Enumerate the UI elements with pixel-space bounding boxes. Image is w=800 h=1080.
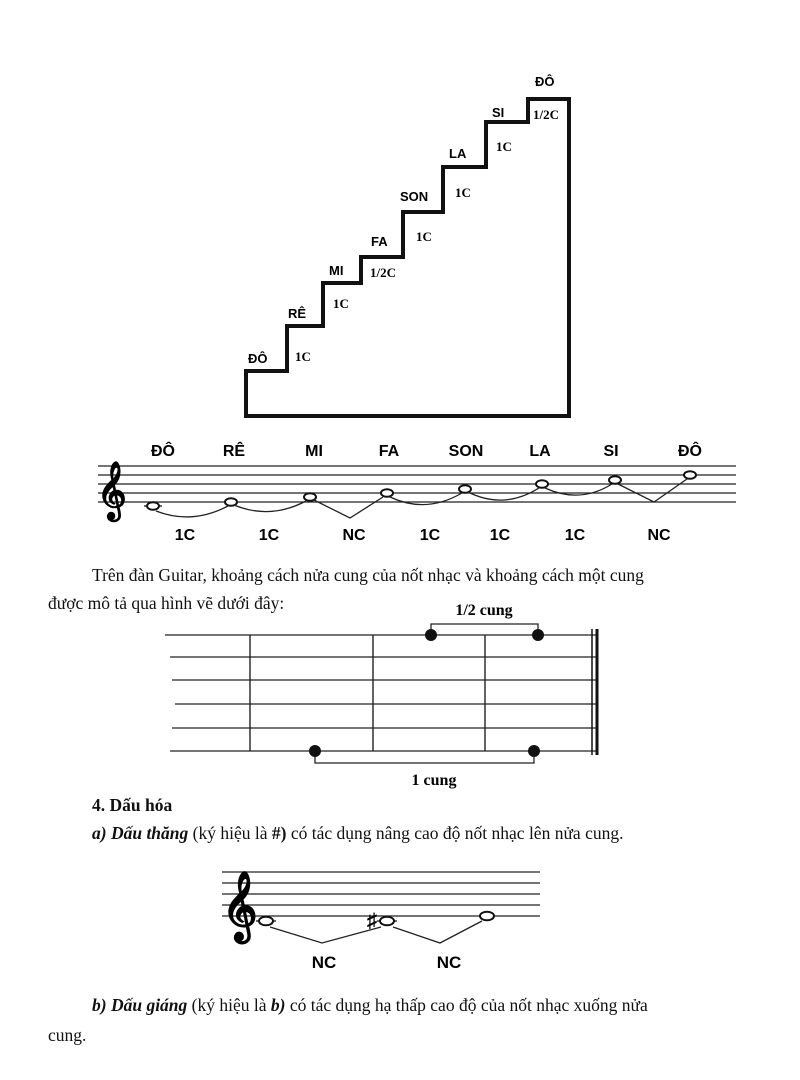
step-interval-5: 1C xyxy=(455,185,471,200)
flat-paragraph-line-1 xyxy=(92,991,742,1019)
note-c-sharp xyxy=(380,917,394,926)
sharp-text-2: có tác dụng nâng cao độ nốt nhạc lên nửa cung. xyxy=(286,823,624,843)
step-interval-2: 1C xyxy=(333,296,349,311)
step-note-5: SON xyxy=(400,189,429,204)
scale-interval-4: 1C xyxy=(419,527,441,544)
flat-text-2: có tác dụng hạ thấp cao độ của nốt nhạc xuống nửa xyxy=(285,995,648,1015)
whole-step-bracket xyxy=(315,753,534,763)
sharp-title: a) Dấu thăng xyxy=(92,823,189,843)
scale-note-7: SI xyxy=(603,443,619,460)
scale-interval-5: 1C xyxy=(489,527,511,544)
guitar-paragraph-line-2: được mô tả qua hình vẽ dưới đây: xyxy=(48,593,285,613)
step-note-2: RÊ xyxy=(288,306,307,321)
scale-note-3: MI xyxy=(305,443,323,460)
step-note-4: FA xyxy=(371,234,388,249)
note-c xyxy=(259,917,273,926)
whole-step-dot-2 xyxy=(528,745,540,757)
whole-step-label: 1 cung xyxy=(411,772,457,789)
fretboard-nut xyxy=(592,629,597,755)
scale-note-6: LA xyxy=(529,443,551,460)
scale-interval-2: 1C xyxy=(258,527,280,544)
note-do-high xyxy=(684,471,696,479)
sharp-paragraph xyxy=(92,819,623,847)
scale-interval-6: 1C xyxy=(564,527,586,544)
scale-note-8: ĐÔ xyxy=(678,443,702,460)
sharp-staff-lines xyxy=(222,872,540,916)
scale-note-4: FA xyxy=(378,443,400,460)
sharp-text-1: (ký hiệu là xyxy=(188,823,272,843)
step-interval-7: 1/2C xyxy=(533,107,559,122)
whole-step-dot-1 xyxy=(309,745,321,757)
sharp-example-staff xyxy=(0,855,800,980)
half-step-bracket xyxy=(431,624,538,633)
step-interval-1: 1C xyxy=(295,349,311,364)
staircase-outline xyxy=(246,99,569,416)
half-step-dot-2 xyxy=(532,629,544,641)
step-note-7: SI xyxy=(492,105,505,120)
half-step-label: 1/2 cung xyxy=(455,602,513,619)
sharp-interval-1: NC xyxy=(311,953,337,972)
sharp-treble-clef-icon: 𝄞 xyxy=(222,873,258,939)
scale-note-5: SON xyxy=(448,443,484,460)
step-note-1: ĐÔ xyxy=(248,351,268,366)
half-step-dot-1 xyxy=(425,629,437,641)
fretboard-diagram xyxy=(0,595,800,795)
note-la xyxy=(536,480,548,488)
sharp-interval-2: NC xyxy=(436,953,462,972)
step-interval-6: 1C xyxy=(496,139,512,154)
step-interval-3: 1/2C xyxy=(370,265,396,280)
flat-symbol: b) xyxy=(270,995,286,1015)
step-note-6: LA xyxy=(449,146,467,161)
scale-interval-3: NC xyxy=(342,527,366,544)
scale-note-2: RÊ xyxy=(222,443,246,460)
flat-title: b) Dấu giáng xyxy=(92,995,188,1015)
fretboard-strings xyxy=(165,635,596,751)
sharp-sign-icon: ♯ xyxy=(367,910,377,932)
note-si xyxy=(609,476,621,484)
note-son xyxy=(459,485,471,493)
step-note-3: MI xyxy=(329,263,344,278)
step-note-8: ĐÔ xyxy=(535,74,555,89)
staircase-diagram xyxy=(0,0,800,430)
note-d xyxy=(480,912,494,921)
section-heading: 4. Dấu hóa xyxy=(92,795,173,815)
sharp-symbol: #) xyxy=(271,823,287,843)
guitar-paragraph-line-1: Trên đàn Guitar, khoảng cách nửa cung của nốt nhạc và khoảng cách một cung xyxy=(92,565,644,585)
staff-lines xyxy=(98,466,736,502)
note-do xyxy=(147,502,159,510)
scale-interval-1: 1C xyxy=(174,527,196,544)
fretboard-frets xyxy=(250,635,485,751)
note-re xyxy=(225,498,237,506)
scale-note-1: ĐÔ xyxy=(151,443,175,460)
scale-staff xyxy=(0,430,800,555)
flat-text-1: (ký hiệu là xyxy=(187,995,271,1015)
note-fa xyxy=(381,489,393,497)
step-interval-4: 1C xyxy=(416,229,432,244)
scale-interval-7: NC xyxy=(647,527,671,544)
flat-paragraph-line-2: cung. xyxy=(48,1025,87,1045)
treble-clef-icon: 𝄞 xyxy=(97,462,127,518)
